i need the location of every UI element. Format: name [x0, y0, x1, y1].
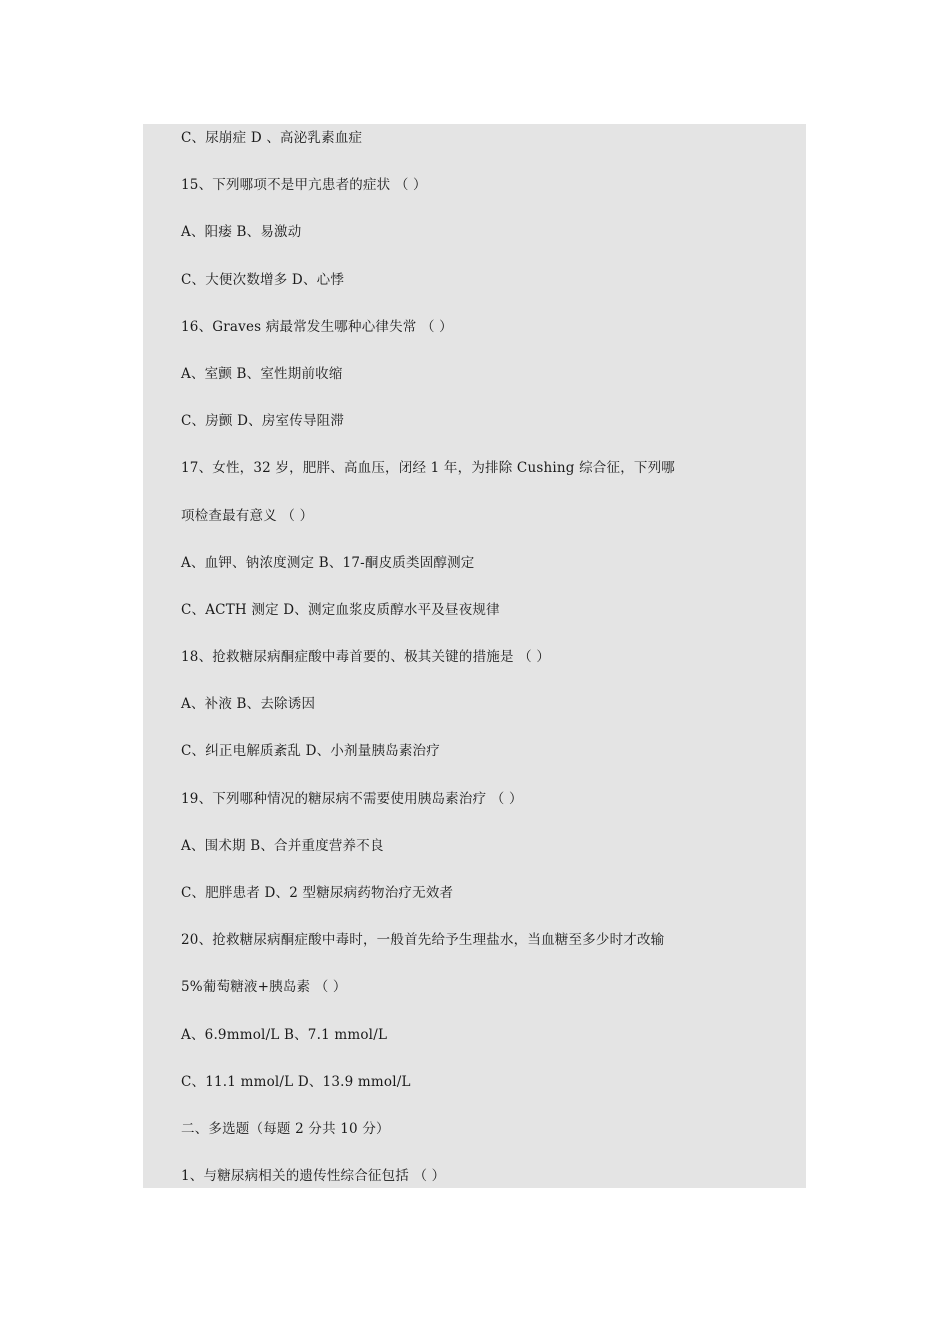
question-19: 19、下列哪种情况的糖尿病不需要使用胰岛素治疗 （ ） — [181, 790, 523, 807]
question-17: 17、女性，32 岁，肥胖、高血压，闭经 1 年，为排除 Cushing 综合征，下列哪 — [181, 460, 676, 477]
section-heading-multiple-choice: 二、多选题（每题 2 分共 10 分） — [181, 1120, 390, 1137]
option-line: A、围术期 B、合并重度营养不良 — [181, 837, 384, 854]
question-16: 16、Graves 病最常发生哪种心律失常 （ ） — [181, 318, 453, 335]
option-line: A、6.9mmol/L B、7.1 mmol/L — [181, 1026, 388, 1043]
option-line: C、肥胖患者 D、2 型糖尿病药物治疗无效者 — [181, 885, 454, 901]
option-line: C、房颤 D、房室传导阻滞 — [181, 413, 345, 430]
option-line: C、ACTH 测定 D、测定血浆皮质醇水平及昼夜规律 — [181, 601, 500, 618]
option-line: C、大便次数增多 D、心悸 — [181, 271, 345, 288]
option-line: C、11.1 mmol/L D、13.9 mmol/L — [181, 1073, 411, 1090]
option-line: A、补液 B、去除诱因 — [181, 696, 316, 713]
question-18: 18、抢救糖尿病酮症酸中毒首要的、极其关键的措施是 （ ） — [181, 649, 551, 666]
question-17-continued: 项检查最有意义 （ ） — [181, 507, 314, 524]
text-line: C、尿崩症 D 、高泌乳素血症 — [181, 130, 363, 146]
option-line: A、室颤 B、室性期前收缩 — [181, 365, 343, 382]
question-20-continued: 5%葡萄糖液+胰岛素 （ ） — [181, 979, 347, 996]
multi-question-1: 1、与糖尿病相关的遗传性综合征包括 （ ） — [181, 1168, 446, 1185]
option-line: A、阳痿 B、易激动 — [181, 224, 302, 241]
option-line: C、纠正电解质紊乱 D、小剂量胰岛素治疗 — [181, 743, 440, 760]
question-15: 15、下列哪项不是甲亢患者的症状 （ ） — [181, 177, 427, 194]
option-line: A、血钾、钠浓度测定 B、17-酮皮质类固醇测定 — [181, 554, 475, 571]
question-20: 20、抢救糖尿病酮症酸中毒时，一般首先给予生理盐水，当血糖至多少时才改输 — [181, 932, 665, 949]
exam-question-list — [181, 127, 781, 1212]
